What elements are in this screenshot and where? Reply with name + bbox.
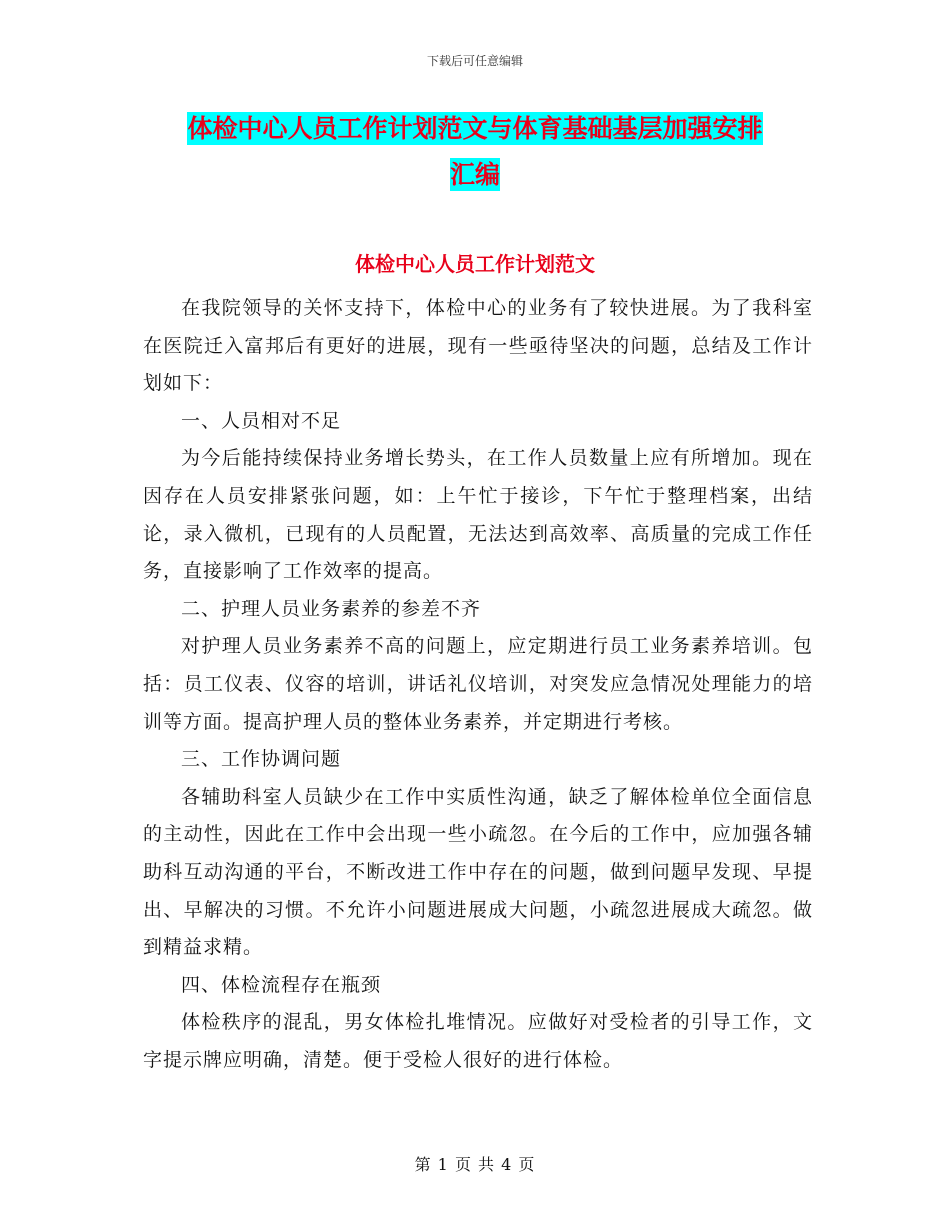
- page-header: 下载后可任意编辑: [426, 54, 523, 68]
- paragraph-intro: 在我院领导的关怀支持下，体检中心的业务有了较快进展。为了我科室在医院迁入富邦后有更好的进展，现有一些亟待坚决的问题，总结及工作计划如下：: [143, 297, 813, 395]
- document-title-line-1: 体检中心人员工作计划范文与体育基础基层加强安排: [187, 114, 763, 143]
- paragraph-3: 各辅助科室人员缺少在工作中实质性沟通，缺乏了解体检单位全面信息的主动性，因此在工作中会出现一些小疏忽。在今后的工作中，应加强各辅助科互动沟通的平台，不断改进工作中存在的问题，做到问题早发现、早提出、早解决的习惯。不允许小问题进展成大问题，小疏忽进展成大疏忽。做到精益求精。: [143, 785, 813, 959]
- document-title-line-2: 汇编: [449, 160, 500, 189]
- page-footer: 第 1 页 共 4 页: [414, 1155, 536, 1174]
- section-title: 体检中心人员工作计划范文: [355, 252, 595, 276]
- heading-3: 三、工作协调问题: [181, 748, 342, 771]
- heading-1: 一、人员相对不足: [181, 409, 342, 432]
- paragraph-2: 对护理人员业务素养不高的问题上，应定期进行员工业务素养培训。包括：员工仪表、仪容的培训，讲话礼仪培训，对突发应急情况处理能力的培训等方面。提高护理人员的整体业务素养，并定期进行考核。: [143, 635, 813, 733]
- document-title: [0, 106, 950, 198]
- heading-2: 二、护理人员业务素养的参差不齐: [181, 597, 482, 620]
- body-text: [143, 290, 813, 1079]
- heading-4: 四、体检流程存在瓶颈: [181, 973, 382, 996]
- paragraph-1: 为今后能持续保持业务增长势头，在工作人员数量上应有所增加。现在因存在人员安排紧张问题，如：上午忙于接诊，下午忙于整理档案，出结论，录入微机，已现有的人员配置，无法达到高效率、高质量的完成工作任务，直接影响了工作效率的提高。: [143, 447, 813, 583]
- paragraph-4: 体检秩序的混乱，男女体检扎堆情况。应做好对受检者的引导工作，文字提示牌应明确，清楚。便于受检人很好的进行体检。: [143, 1011, 813, 1071]
